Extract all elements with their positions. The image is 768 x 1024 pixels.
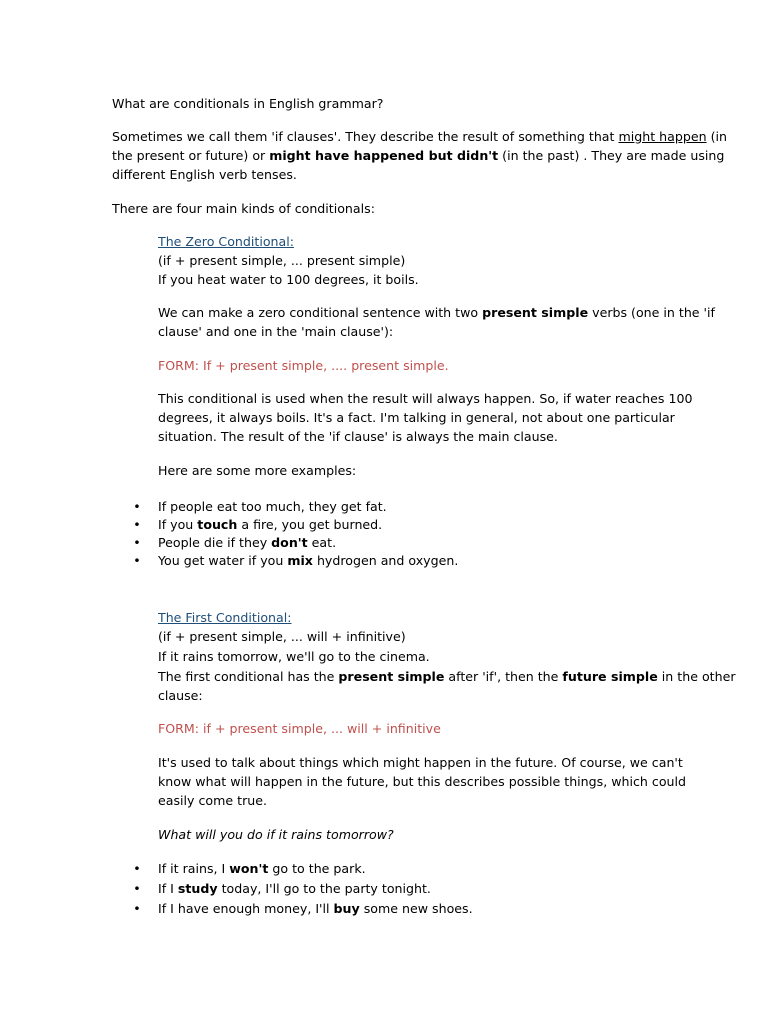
present-simple-text: present simple bbox=[338, 669, 445, 684]
first-usage bbox=[158, 753, 686, 810]
bullet-icon: • bbox=[133, 553, 141, 568]
list-item-bold: mix bbox=[287, 553, 313, 568]
bullet-icon: • bbox=[133, 901, 141, 916]
intro-text: Sometimes we call them 'if clauses'. They describe the result of something that bbox=[112, 129, 619, 144]
list-item-text: If I have enough money, I'll bbox=[158, 901, 334, 916]
intro-text: (in the past) . They are made using bbox=[498, 148, 725, 163]
list-item bbox=[132, 498, 458, 516]
zero-desc-text: We can make a zero conditional sentence with two bbox=[158, 305, 483, 320]
list-item-bold: buy bbox=[333, 901, 360, 916]
might-have-happened-text: might have happened but didn't bbox=[269, 148, 499, 163]
zero-more-examples: Here are some more examples: bbox=[158, 463, 357, 478]
list-item bbox=[132, 879, 473, 899]
bullet-icon: • bbox=[133, 881, 141, 896]
list-item bbox=[132, 859, 473, 879]
intro-text: the present or future) or bbox=[112, 148, 270, 163]
list-item-text: If it rains, I bbox=[158, 861, 230, 876]
list-item-text: If you bbox=[158, 517, 198, 532]
list-item-text: You get water if you bbox=[158, 553, 288, 568]
list-item-text: If people eat too much, they get fat. bbox=[158, 499, 387, 514]
bullet-icon: • bbox=[133, 517, 141, 532]
list-item-text: go to the park. bbox=[268, 861, 366, 876]
bullet-icon: • bbox=[133, 499, 141, 514]
first-desc-text: in the other bbox=[657, 669, 736, 684]
first-conditional-heading-text: The First Conditional: bbox=[158, 610, 292, 625]
list-item-bold: touch bbox=[197, 517, 238, 532]
list-item-text: some new shoes. bbox=[359, 901, 473, 916]
first-question: What will you do if it rains tomorrow? bbox=[158, 827, 394, 842]
zero-description bbox=[158, 303, 715, 341]
list-item bbox=[132, 516, 458, 534]
zero-usage bbox=[158, 389, 692, 446]
first-usage-line: know what will happen in the future, but this describes possible things, which could bbox=[158, 774, 687, 789]
list-item-text: If I bbox=[158, 881, 178, 896]
list-item bbox=[132, 534, 458, 552]
zero-desc-text: clause' and one in the 'main clause'): bbox=[158, 324, 394, 339]
zero-desc-text: verbs (one in the 'if bbox=[588, 305, 715, 320]
first-form: FORM: if + present simple, ... will + infinitive bbox=[158, 721, 441, 736]
list-item-text: eat. bbox=[307, 535, 337, 550]
intro-paragraph bbox=[112, 127, 727, 184]
list-item-text: today, I'll go to the party tonight. bbox=[217, 881, 431, 896]
zero-usage-line: situation. The result of the 'if clause' is always the main clause. bbox=[158, 429, 558, 444]
first-desc-text: clause: bbox=[158, 688, 203, 703]
first-pattern: (if + present simple, ... will + infinitive) bbox=[158, 629, 406, 644]
zero-conditional-heading-text: The Zero Conditional: bbox=[158, 234, 294, 249]
list-item-text: People die if they bbox=[158, 535, 272, 550]
future-simple-text: future simple bbox=[562, 669, 658, 684]
zero-pattern: (if + present simple, ... present simple) bbox=[158, 253, 406, 268]
list-item-text: a fire, you get burned. bbox=[237, 517, 383, 532]
bullet-icon: • bbox=[133, 535, 141, 550]
might-happen-text: might happen bbox=[618, 129, 707, 144]
zero-conditional-heading bbox=[158, 232, 294, 251]
zero-example: If you heat water to 100 degrees, it boils. bbox=[158, 272, 419, 287]
kinds-text: There are four main kinds of conditionals: bbox=[112, 201, 375, 216]
list-item-text: hydrogen and oxygen. bbox=[312, 553, 459, 568]
list-item-bold: study bbox=[177, 881, 218, 896]
first-description bbox=[158, 667, 736, 705]
bullet-icon: • bbox=[133, 861, 141, 876]
list-item bbox=[132, 552, 458, 570]
first-desc-text: The first conditional has the bbox=[158, 669, 339, 684]
first-usage-line: easily come true. bbox=[158, 793, 267, 808]
zero-form: FORM: If + present simple, .... present simple. bbox=[158, 358, 449, 373]
first-conditional-heading bbox=[158, 608, 292, 627]
list-item bbox=[132, 899, 473, 919]
first-usage-line: It's used to talk about things which might happen in the future. Of course, we can't bbox=[158, 755, 683, 770]
intro-text: (in bbox=[706, 129, 727, 144]
first-examples-list bbox=[132, 859, 473, 919]
list-item-bold: won't bbox=[229, 861, 269, 876]
zero-usage-line: This conditional is used when the result will always happen. So, if water reaches 100 bbox=[158, 391, 693, 406]
present-simple-text: present simple bbox=[482, 305, 589, 320]
list-item-bold: don't bbox=[271, 535, 308, 550]
zero-usage-line: degrees, it always boils. It's a fact. I'm talking in general, not about one particular bbox=[158, 410, 675, 425]
zero-examples-list bbox=[132, 498, 458, 570]
intro-question: What are conditionals in English grammar? bbox=[112, 96, 384, 111]
first-example: If it rains tomorrow, we'll go to the cinema. bbox=[158, 649, 430, 664]
first-desc-text: after 'if', then the bbox=[444, 669, 563, 684]
intro-text: different English verb tenses. bbox=[112, 167, 297, 182]
